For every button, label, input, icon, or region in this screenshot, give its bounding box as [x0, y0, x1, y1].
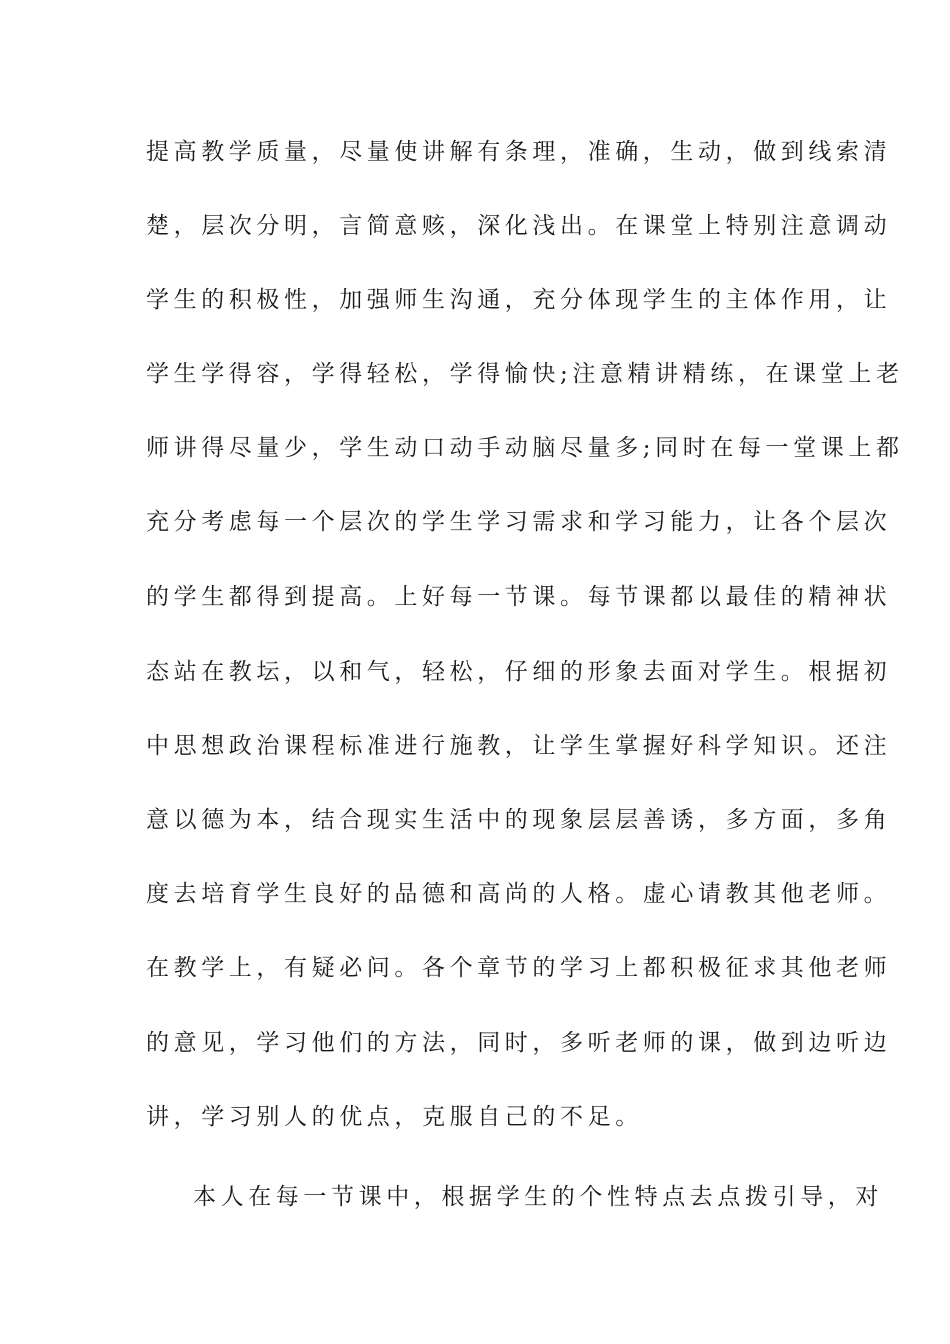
- text-line: 在教学上，有疑必问。各个章节的学习上都积极征求其他老师: [146, 955, 892, 981]
- text-line: 态站在教坛，以和气，轻松，仔细的形象去面对学生。根据初: [146, 659, 892, 685]
- text-line: 充分考虑每一个层次的学生学习需求和学习能力，让各个层次: [146, 509, 892, 535]
- text-line: 提高教学质量，尽量使讲解有条理，准确，生动，做到线索清: [146, 139, 892, 165]
- text-line: 的学生都得到提高。上好每一节课。每节课都以最佳的精神状: [146, 584, 892, 610]
- text-line: 学生的积极性，加强师生沟通，充分体现学生的主体作用，让: [146, 287, 892, 313]
- text-line: 度去培育学生良好的品德和高尚的人格。虚心请教其他老师。: [146, 881, 892, 907]
- text-line: 师讲得尽量少，学生动口动手动脑尽量多;同时在每一堂课上都: [146, 435, 904, 461]
- paragraph-start-line: 本人在每一节课中，根据学生的个性特点去点拨引导，对: [193, 1184, 883, 1210]
- text-line: 讲，学习别人的优点，克服自己的不足。: [146, 1104, 643, 1130]
- text-line: 学生学得容，学得轻松，学得愉快;注意精讲精练，在课堂上老: [146, 361, 904, 387]
- text-line: 的意见，学习他们的方法，同时，多听老师的课，做到边听边: [146, 1030, 892, 1056]
- text-line: 意以德为本，结合现实生活中的现象层层善诱，多方面，多角: [146, 807, 892, 833]
- text-line: 楚，层次分明，言简意赅，深化浅出。在课堂上特别注意调动: [146, 213, 892, 239]
- text-line: 中思想政治课程标准进行施教，让学生掌握好科学知识。还注: [146, 733, 892, 759]
